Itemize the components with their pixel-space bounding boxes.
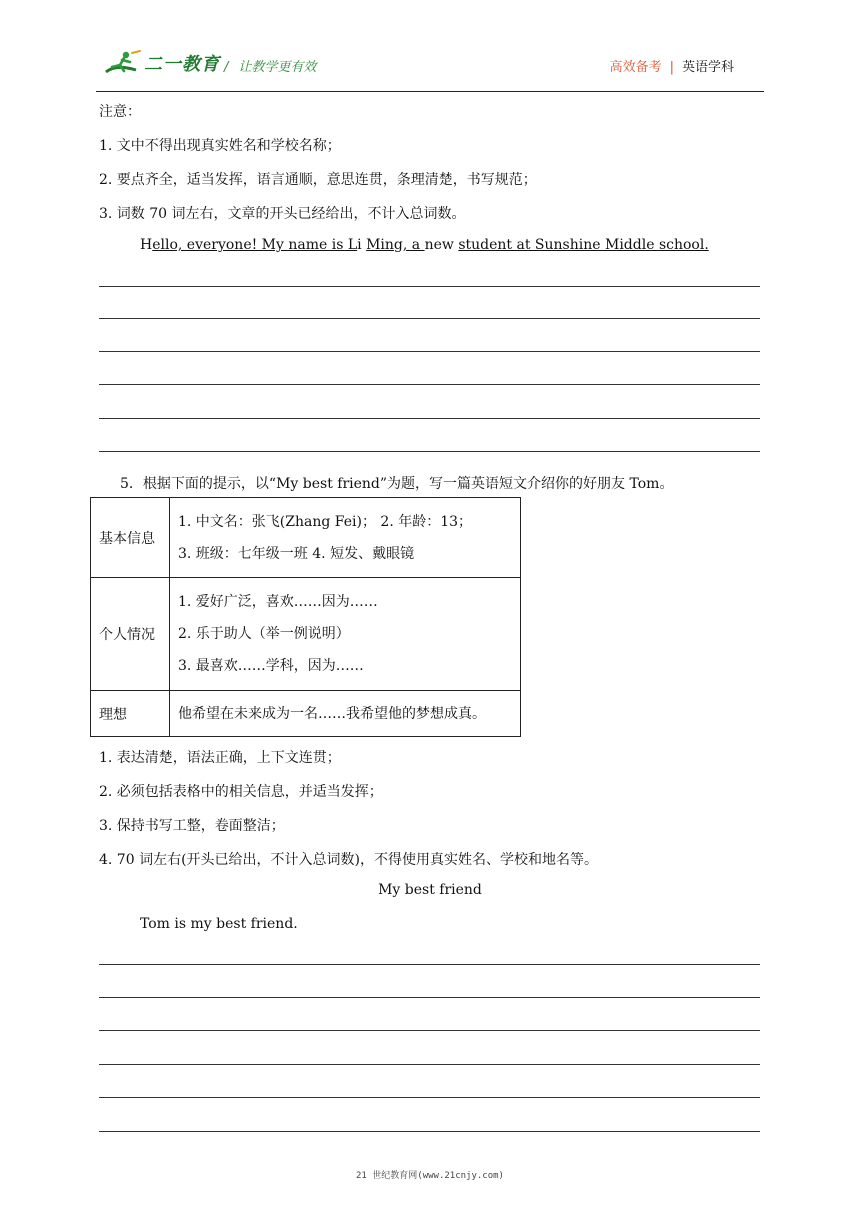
opening-part: student at Sunshine Middle school. bbox=[458, 237, 709, 253]
notes-title: 注意： bbox=[99, 104, 141, 120]
writing-line[interactable] bbox=[99, 997, 760, 998]
essay-opening-1 bbox=[140, 237, 709, 253]
page-header bbox=[96, 44, 764, 92]
writing-line[interactable] bbox=[99, 1131, 760, 1132]
task5-prompt: 5．根据下面的提示，以“My best friend”为题，写一篇英语短文介绍你的好朋友 Tom。 bbox=[120, 476, 674, 492]
logo bbox=[102, 50, 220, 76]
opening-part: H bbox=[140, 237, 153, 253]
table-line: 1. 爱好广泛，喜欢……因为…… bbox=[178, 594, 378, 610]
opening-part: new bbox=[424, 237, 459, 253]
essay-opening-2: Tom is my best friend. bbox=[140, 916, 298, 932]
writing-line[interactable] bbox=[99, 1030, 760, 1031]
writing-line[interactable] bbox=[99, 1097, 760, 1098]
table-row bbox=[91, 578, 521, 691]
writing-line[interactable] bbox=[99, 351, 760, 352]
table-value bbox=[170, 691, 521, 737]
header-tag-prep: 高效备考 bbox=[609, 60, 662, 75]
table-line: 3. 班级：七年级一班 4. 短发、戴眼镜 bbox=[178, 545, 415, 562]
header-separator: | bbox=[669, 60, 674, 75]
requirement-4: 4. 70 词左右(开头已给出，不计入总词数)，不得使用真实姓名、学校和地名等。 bbox=[99, 852, 598, 868]
writing-line[interactable] bbox=[99, 418, 760, 419]
writing-line[interactable] bbox=[99, 1064, 760, 1065]
writing-line[interactable] bbox=[99, 964, 760, 965]
table-line: 他希望在未来成为一名……我希望他的梦想成真。 bbox=[178, 705, 486, 722]
slogan bbox=[224, 56, 316, 75]
table-line: 1. 中文名：张飞(Zhang Fei)； 2. 年龄：13； bbox=[178, 513, 473, 530]
table-key: 基本信息 bbox=[91, 498, 170, 578]
note-item-1: 1. 文中不得出现真实姓名和学校名称； bbox=[99, 138, 341, 154]
table-key: 个人情况 bbox=[91, 578, 170, 691]
page-footer: 21 世纪教育网(www.21cnjy.com) bbox=[356, 1171, 504, 1181]
table-value bbox=[170, 498, 521, 578]
writing-line[interactable] bbox=[99, 286, 760, 287]
writing-line[interactable] bbox=[99, 384, 760, 385]
note-item-3: 3. 词数 70 词左右，文章的开头已经给出，不计入总词数。 bbox=[99, 206, 466, 222]
writing-line[interactable] bbox=[99, 318, 760, 319]
slogan-text: 让教学更有效 bbox=[238, 60, 317, 75]
info-table bbox=[90, 497, 521, 737]
runner-logo-icon bbox=[102, 50, 142, 76]
table-key: 理想 bbox=[91, 691, 170, 737]
header-divider bbox=[96, 91, 764, 92]
slogan-separator: / bbox=[224, 60, 229, 75]
table-line: 2. 乐于助人（举一例说明） bbox=[178, 626, 350, 642]
note-item-2: 2. 要点齐全，适当发挥，语言通顺，意思连贯，条理清楚，书写规范； bbox=[99, 172, 537, 188]
table-row bbox=[91, 691, 521, 737]
table-line: 3. 最喜欢……学科，因为…… bbox=[178, 658, 364, 674]
writing-line[interactable] bbox=[99, 451, 760, 452]
opening-part: Ming, a bbox=[366, 237, 425, 253]
requirement-1: 1. 表达清楚，语法正确，上下文连贯； bbox=[99, 750, 341, 766]
requirement-2: 2. 必须包括表格中的相关信息，并适当发挥； bbox=[99, 784, 383, 800]
table-value bbox=[170, 578, 521, 691]
essay-title: My best friend bbox=[378, 882, 482, 898]
header-subject bbox=[610, 56, 734, 75]
opening-part: i bbox=[357, 237, 367, 253]
table-row bbox=[91, 498, 521, 578]
opening-part: ello, everyone! My name is L bbox=[152, 237, 358, 253]
header-tag-subject: 英语学科 bbox=[681, 60, 734, 75]
logo-text: 二一教育 bbox=[144, 54, 220, 75]
requirement-3: 3. 保持书写工整，卷面整洁； bbox=[99, 818, 285, 834]
